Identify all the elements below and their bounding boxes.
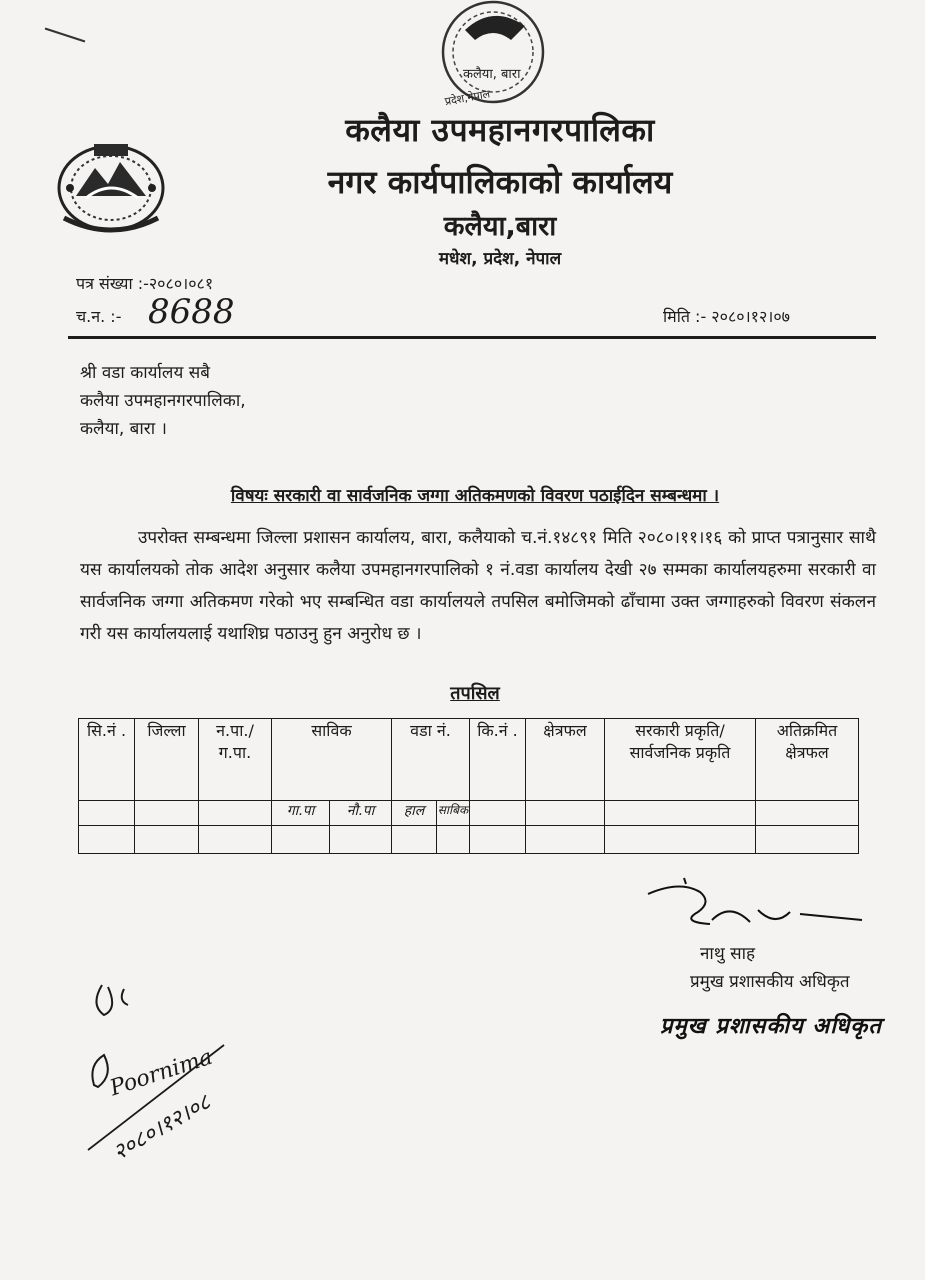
table-cell — [392, 826, 437, 854]
table-cell — [605, 826, 756, 854]
designation-stamp: प्रमुख प्रशासकीय अधिकृत — [660, 1014, 882, 1039]
table-cell — [526, 826, 605, 854]
col-district: जिल्ला — [135, 719, 199, 801]
dispatch-number: 8688 — [148, 292, 235, 332]
letter-date: मिति :- २०८०।१२।०७ — [663, 307, 791, 326]
signatory-title: प्रमुख प्रशासकीय अधिकृत — [690, 972, 850, 992]
stray-mark — [45, 28, 86, 43]
recipient-line-3: कलैया, बारा । — [80, 419, 167, 439]
svg-text:२०८०।१२।०८: २०८०।१२।०८ — [108, 1090, 216, 1166]
header-place: कलैया,बारा — [443, 211, 557, 242]
table-cell — [526, 801, 605, 826]
signatory-name: नाथु साह — [700, 944, 756, 964]
table-cell — [79, 826, 135, 854]
table-cell — [135, 801, 199, 826]
handwritten-cell: गा.पा — [272, 801, 330, 826]
table-cell — [330, 826, 392, 854]
col-ward: वडा नं. — [392, 719, 470, 801]
letter-number: पत्र संख्या :-२०८०।०८१ — [76, 274, 214, 293]
col-kitta: कि.नं . — [470, 719, 526, 801]
col-encroached: अतिक्रमित क्षेत्रफल — [756, 719, 859, 801]
table-cell — [79, 801, 135, 826]
body-paragraph: उपरोक्त सम्बन्धमा जिल्ला प्रशासन कार्यालय, बारा, कलैयाको च.नं.१४८९१ मिति २०८०।११।१६ को प्राप्त पत्रानुसार साथै यस कार्यालयको तोक आदेश अनुसार कलैया उपमहानगरपालिको १ नं.वडा कार्यालय देखी २७ सम्मका कार्यालयहरुमा सरकारी वा सार्वजनिक जग्गा अतिकमण गरेको भए सम्बन्धित वडा कार्यालयले तपसिल बमोजिमको ढाँचामा उक्त जग्गाहरुको विवरण संकलन गरी यस कार्यालयलाई यथाशिघ्र पठाउनु हुन अनुरोध छ । — [80, 528, 876, 644]
schedule-title: तपसिल — [450, 683, 500, 704]
handwritten-cell: नौ.पा — [330, 801, 392, 826]
recipient-line-2: कलैया उपमहानगरपालिका, — [80, 391, 246, 411]
col-sabik: साविक — [272, 719, 392, 801]
col-nature: सरकारी प्रकृति/सार्वजनिक प्रकृति — [605, 719, 756, 801]
subject-line: विषयः सरकारी वा सार्वजनिक जग्गा अतिकमणको विवरण पठाईदिन सम्बन्धमा । — [230, 486, 720, 506]
table-cell — [199, 801, 272, 826]
table-cell — [470, 801, 526, 826]
table-cell — [756, 801, 859, 826]
table-cell — [605, 801, 756, 826]
margin-note-scribble — [84, 975, 254, 1175]
header-municipality: कलैया उपमहानगरपालिका — [345, 111, 655, 149]
nepal-emblem-icon — [50, 138, 172, 242]
table-cell — [199, 826, 272, 854]
table-cell — [756, 826, 859, 854]
table-cell — [470, 826, 526, 854]
signature-scribble — [640, 872, 870, 942]
header-province: मधेश, प्रदेश, नेपाल — [438, 249, 562, 269]
col-area: क्षेत्रफल — [526, 719, 605, 801]
col-napa: न.पा./ ग.पा. — [199, 719, 272, 801]
table-cell — [437, 826, 470, 854]
col-sn: सि.नं . — [79, 719, 135, 801]
header-office: नगर कार्यपालिकाको कार्यालय — [327, 163, 673, 201]
svg-text:कलैया, बारा: कलैया, बारा — [463, 67, 521, 82]
table-cell — [272, 826, 330, 854]
svg-text:Poornima: Poornima — [106, 1044, 216, 1102]
handwritten-cell: साबिक — [437, 801, 470, 826]
dispatch-label: च.न. :- — [76, 307, 122, 326]
recipient-line-1: श्री वडा कार्यालय सबै — [80, 363, 210, 383]
office-seal-icon — [415, 0, 565, 118]
table-cell — [135, 826, 199, 854]
schedule-table — [78, 718, 859, 854]
svg-text:प्रदेश,नेपाल: प्रदेश,नेपाल — [443, 87, 492, 109]
handwritten-cell: हाल — [392, 801, 437, 826]
header-divider — [68, 336, 876, 339]
